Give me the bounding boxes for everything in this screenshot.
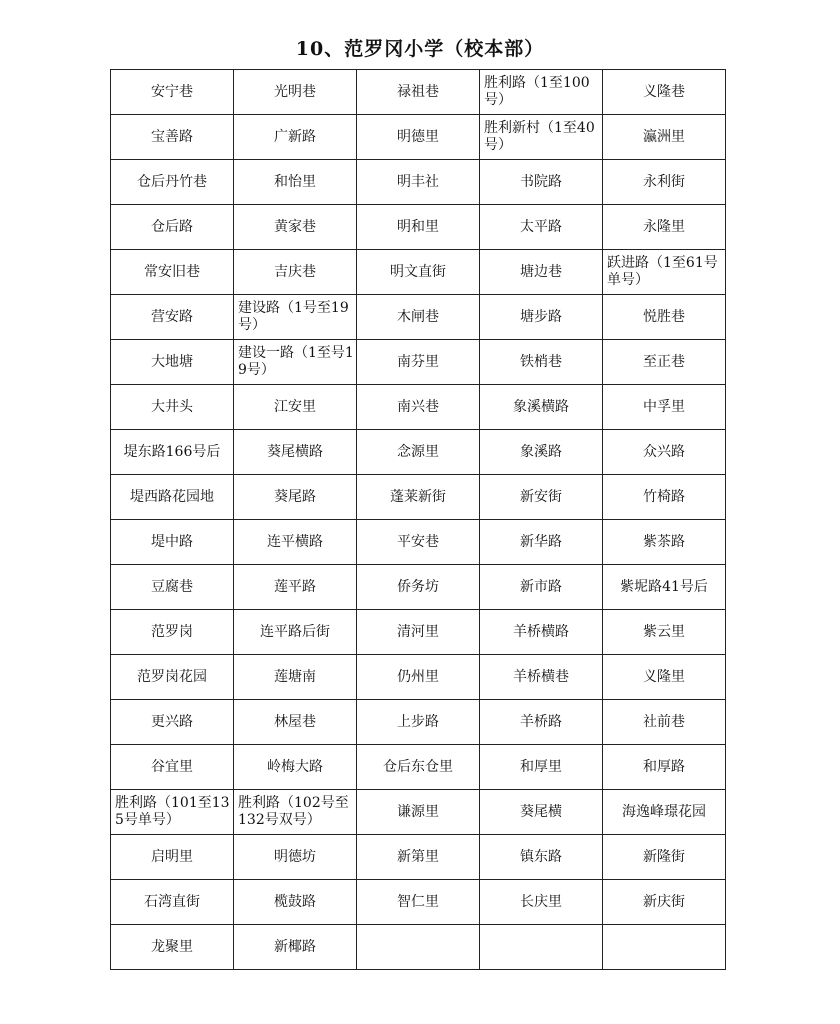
table-cell [603, 925, 726, 970]
table-cell: 海逸峰璟花园 [603, 790, 726, 835]
table-cell: 象溪路 [480, 430, 603, 475]
table-cell: 禄祖巷 [357, 70, 480, 115]
table-cell: 吉庆巷 [234, 250, 357, 295]
table-cell: 众兴路 [603, 430, 726, 475]
table-cell: 建设路（1号至19号） [234, 295, 357, 340]
table-cell: 明德坊 [234, 835, 357, 880]
table-cell: 建设一路（1至号19号） [234, 340, 357, 385]
table-cell: 连平横路 [234, 520, 357, 565]
table-cell: 葵尾横 [480, 790, 603, 835]
table-cell: 新庆街 [603, 880, 726, 925]
table-cell: 镇东路 [480, 835, 603, 880]
table-cell: 胜利路（102号至132号双号） [234, 790, 357, 835]
table-cell: 常安旧巷 [111, 250, 234, 295]
table-cell: 太平路 [480, 205, 603, 250]
table-cell: 光明巷 [234, 70, 357, 115]
table-cell: 义隆里 [603, 655, 726, 700]
table-cell: 塘步路 [480, 295, 603, 340]
table-cell: 岭梅大路 [234, 745, 357, 790]
table-cell: 明文直街 [357, 250, 480, 295]
table-cell: 跃进路（1至61号单号） [603, 250, 726, 295]
table-row [111, 925, 726, 970]
table-cell: 谦源里 [357, 790, 480, 835]
table-cell: 明丰社 [357, 160, 480, 205]
table-cell: 新隆街 [603, 835, 726, 880]
page-title: 10、范罗冈小学（校本部） [295, 38, 545, 60]
table-row [111, 700, 726, 745]
table-cell: 榄鼓路 [234, 880, 357, 925]
table-cell: 新椰路 [234, 925, 357, 970]
table-cell: 葵尾路 [234, 475, 357, 520]
table-cell: 长庆里 [480, 880, 603, 925]
table-cell: 瀛洲里 [603, 115, 726, 160]
table-cell: 羊桥横巷 [480, 655, 603, 700]
table-cell: 莲塘南 [234, 655, 357, 700]
table-cell: 南兴巷 [357, 385, 480, 430]
table-cell: 上步路 [357, 700, 480, 745]
table-row [111, 475, 726, 520]
table-cell: 念源里 [357, 430, 480, 475]
street-table-body [111, 70, 726, 970]
table-row [111, 340, 726, 385]
table-row [111, 790, 726, 835]
table-cell: 新安街 [480, 475, 603, 520]
table-row [111, 835, 726, 880]
table-cell: 木闸巷 [357, 295, 480, 340]
table-cell: 永隆里 [603, 205, 726, 250]
table-cell: 永利街 [603, 160, 726, 205]
table-cell: 仍州里 [357, 655, 480, 700]
table-cell: 林屋巷 [234, 700, 357, 745]
table-row [111, 70, 726, 115]
table-cell: 明德里 [357, 115, 480, 160]
table-cell [480, 925, 603, 970]
table-cell: 莲平路 [234, 565, 357, 610]
table-cell: 书院路 [480, 160, 603, 205]
table-cell: 仓后路 [111, 205, 234, 250]
table-cell: 铁梢巷 [480, 340, 603, 385]
table-row [111, 205, 726, 250]
table-cell: 堤东路166号后 [111, 430, 234, 475]
table-cell: 安宁巷 [111, 70, 234, 115]
table-row [111, 655, 726, 700]
table-cell: 范罗岗 [111, 610, 234, 655]
table-cell: 平安巷 [357, 520, 480, 565]
street-table [110, 69, 726, 970]
table-cell: 社前巷 [603, 700, 726, 745]
table-cell: 悦胜巷 [603, 295, 726, 340]
table-cell: 黄家巷 [234, 205, 357, 250]
table-cell: 智仁里 [357, 880, 480, 925]
table-cell: 蓬莱新街 [357, 475, 480, 520]
table-cell: 胜利路（101至135号单号） [111, 790, 234, 835]
table-cell: 更兴路 [111, 700, 234, 745]
table-cell: 大井头 [111, 385, 234, 430]
table-cell: 紫茶路 [603, 520, 726, 565]
table-cell: 范罗岗花园 [111, 655, 234, 700]
table-cell: 谷宜里 [111, 745, 234, 790]
table-cell: 羊桥横路 [480, 610, 603, 655]
table-cell [357, 925, 480, 970]
table-cell: 豆腐巷 [111, 565, 234, 610]
table-row [111, 160, 726, 205]
table-cell: 和怡里 [234, 160, 357, 205]
table-cell: 至正巷 [603, 340, 726, 385]
table-cell: 塘边巷 [480, 250, 603, 295]
table-cell: 象溪横路 [480, 385, 603, 430]
table-cell: 营安路 [111, 295, 234, 340]
table-cell: 新第里 [357, 835, 480, 880]
table-cell: 和厚里 [480, 745, 603, 790]
table-cell: 葵尾横路 [234, 430, 357, 475]
table-row [111, 250, 726, 295]
table-cell: 胜利路（1至100号） [480, 70, 603, 115]
table-cell: 江安里 [234, 385, 357, 430]
table-cell: 清河里 [357, 610, 480, 655]
table-cell: 广新路 [234, 115, 357, 160]
table-row [111, 880, 726, 925]
table-cell: 和厚路 [603, 745, 726, 790]
table-cell: 义隆巷 [603, 70, 726, 115]
table-cell: 连平路后街 [234, 610, 357, 655]
table-row [111, 430, 726, 475]
table-cell: 堤西路花园地 [111, 475, 234, 520]
table-cell: 大地塘 [111, 340, 234, 385]
table-cell: 新市路 [480, 565, 603, 610]
table-cell: 侨务坊 [357, 565, 480, 610]
table-cell: 龙聚里 [111, 925, 234, 970]
table-cell: 仓后丹竹巷 [111, 160, 234, 205]
table-cell: 新华路 [480, 520, 603, 565]
table-cell: 竹椅路 [603, 475, 726, 520]
table-row [111, 385, 726, 430]
table-row [111, 565, 726, 610]
table-cell: 启明里 [111, 835, 234, 880]
table-cell: 石湾直街 [111, 880, 234, 925]
table-row [111, 295, 726, 340]
table-cell: 仓后东仓里 [357, 745, 480, 790]
table-row [111, 115, 726, 160]
table-cell: 胜利新村（1至40号） [480, 115, 603, 160]
table-cell: 紫云里 [603, 610, 726, 655]
table-cell: 中孚里 [603, 385, 726, 430]
table-cell: 羊桥路 [480, 700, 603, 745]
table-row [111, 610, 726, 655]
table-cell: 宝善路 [111, 115, 234, 160]
table-row [111, 520, 726, 565]
table-cell: 堤中路 [111, 520, 234, 565]
table-cell: 明和里 [357, 205, 480, 250]
table-cell: 紫坭路41号后 [603, 565, 726, 610]
table-cell: 南芬里 [357, 340, 480, 385]
table-row [111, 745, 726, 790]
